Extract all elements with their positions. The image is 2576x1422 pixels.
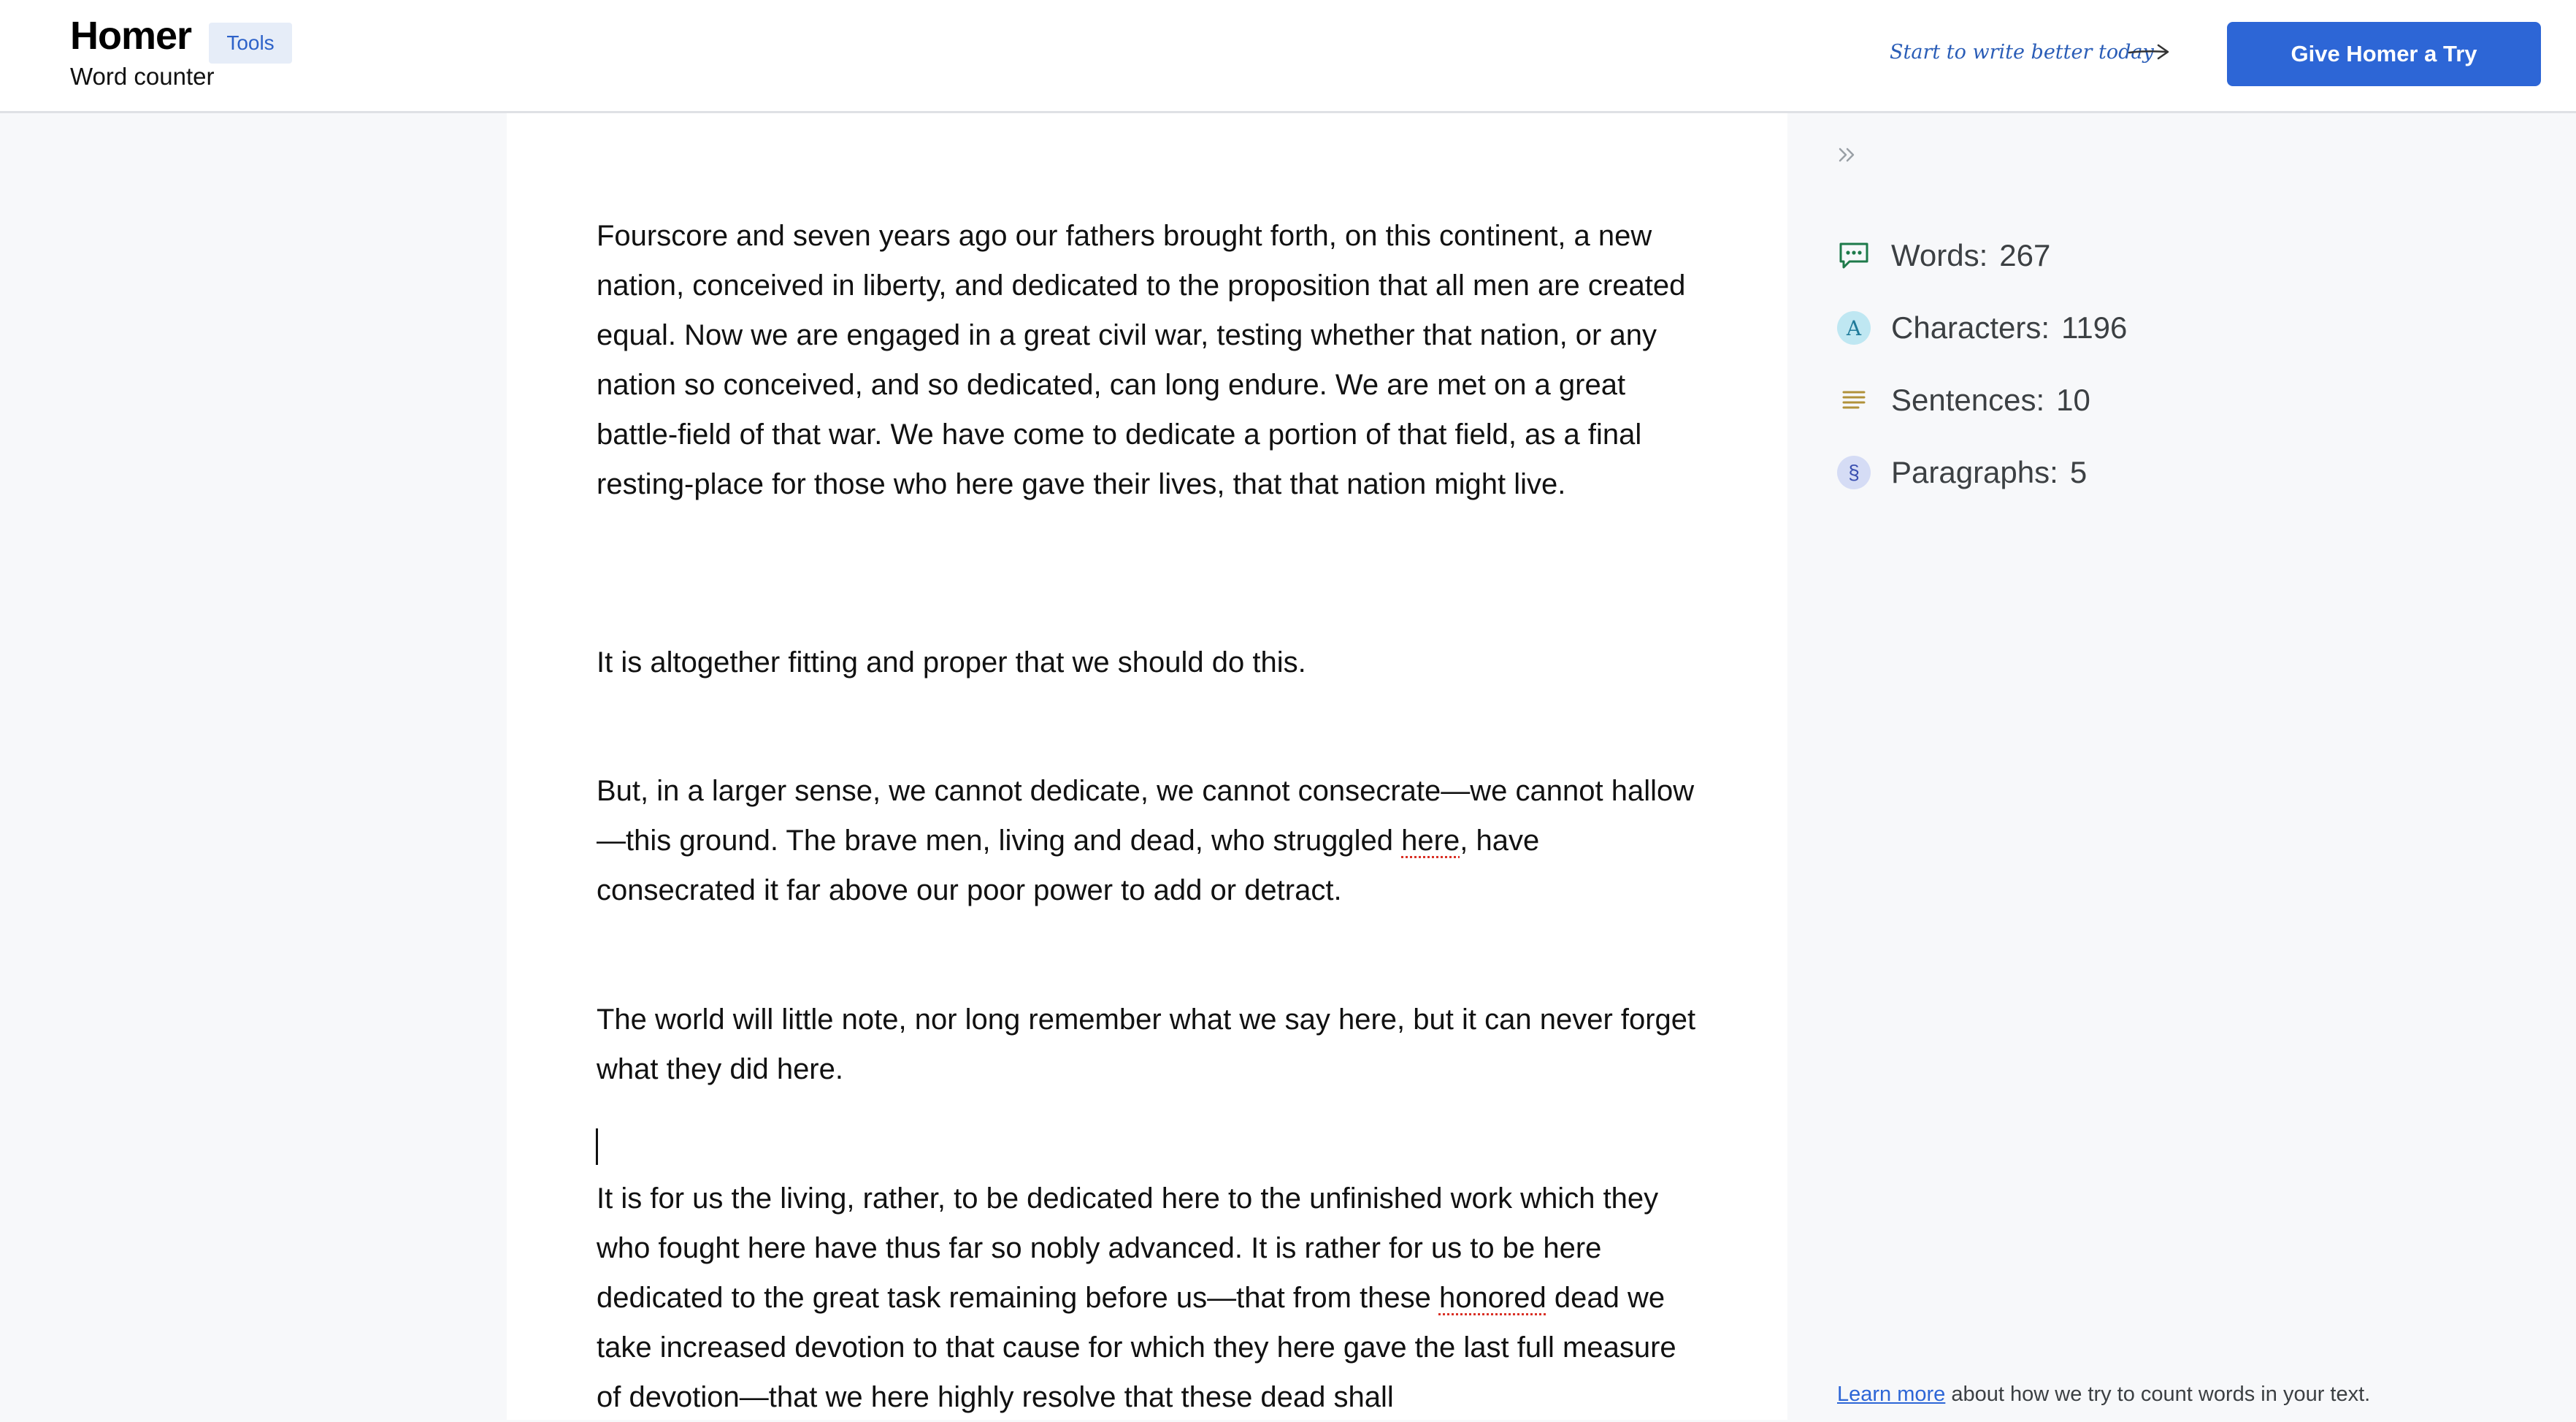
- promo-text: Start to write better today: [1890, 41, 2154, 64]
- stat-label: Words:: [1891, 238, 1988, 272]
- stat-paragraphs: [1837, 451, 2087, 494]
- arrow-right-icon: [2128, 41, 2171, 63]
- footnote: [1837, 1383, 2370, 1407]
- top-bar: [0, 0, 2576, 113]
- stat-value: 10: [2056, 383, 2090, 417]
- editor-paragraph[interactable]: [597, 766, 1699, 915]
- paragraph-text: But, in a larger sense, we cannot dedicate, we cannot consecrate—we cannot hallow—this ground. The brave men, living and dead, who struggled: [597, 775, 1695, 857]
- page-subtitle: Word counter: [70, 63, 215, 90]
- text-editor[interactable]: [507, 113, 1787, 1420]
- stat-sentences: [1837, 378, 2090, 422]
- stats-panel: [1787, 113, 2576, 1420]
- stat-words: [1837, 234, 2050, 278]
- stat-label: Sentences:: [1891, 383, 2045, 417]
- stat-characters: [1837, 306, 2127, 350]
- paragraph-text: It is for us the living, rather, to be dedicated here to the unfinished work which they who fought here have thus far so nobly advanced. It is rather for us to be here dedicated to the great task remaining before us—that from these: [597, 1182, 1659, 1314]
- stat-label: Characters:: [1891, 310, 2050, 345]
- editor-paragraph[interactable]: Fourscore and seven years ago our fathers brought forth, on this continent, a new nation, conceived in liberty, and dedicated to the proposition that all men are created equal. Now we are engaged in a great civil war, testing whether that nation, or any nation so conceived, and so dedicated, can long endure. We are met on a great battle-field of that war. We have come to dedicate a portion of that field, as a final resting-place for those who here gave their lives, that that nation might live.: [597, 220, 1686, 500]
- editor-paragraph[interactable]: The world will little note, nor long remember what we say here, but it can never forget what they did here.: [597, 1004, 1696, 1085]
- footnote-text: about how we try to count words in your text.: [1945, 1383, 2371, 1406]
- double-chevron-right-icon[interactable]: [1833, 140, 1862, 169]
- editor-paragraph[interactable]: It is altogether fitting and proper that we should do this.: [597, 646, 1306, 678]
- section-icon: §: [1837, 456, 1871, 489]
- editor-paragraph[interactable]: [597, 1174, 1699, 1422]
- give-homer-a-try-button[interactable]: Give Homer a Try: [2227, 22, 2541, 86]
- stat-value: 1196: [2061, 310, 2128, 345]
- stat-label: Paragraphs:: [1891, 455, 2058, 489]
- letter-a-icon: A: [1837, 311, 1871, 345]
- paragraph-text: , have consecrated it far above our poor power to add or detract.: [597, 825, 1540, 906]
- text-cursor: [596, 1128, 598, 1165]
- spellcheck-flagged-word[interactable]: here: [1401, 825, 1460, 857]
- lines-icon: [1837, 383, 1871, 417]
- stat-value: 5: [2069, 455, 2088, 489]
- speech-bubble-icon: [1837, 239, 1871, 272]
- tools-badge[interactable]: Tools: [209, 23, 292, 64]
- spellcheck-flagged-word[interactable]: honored: [1438, 1282, 1546, 1314]
- learn-more-link[interactable]: Learn more: [1837, 1383, 1946, 1406]
- paragraph-text: dead we take increased devotion to that cause for which they here gave the last full measure of devotion—that we here highly resolve that these dead shall: [597, 1282, 1676, 1413]
- stat-value: 267: [1999, 238, 2051, 272]
- brand-logo[interactable]: Homer: [70, 14, 192, 58]
